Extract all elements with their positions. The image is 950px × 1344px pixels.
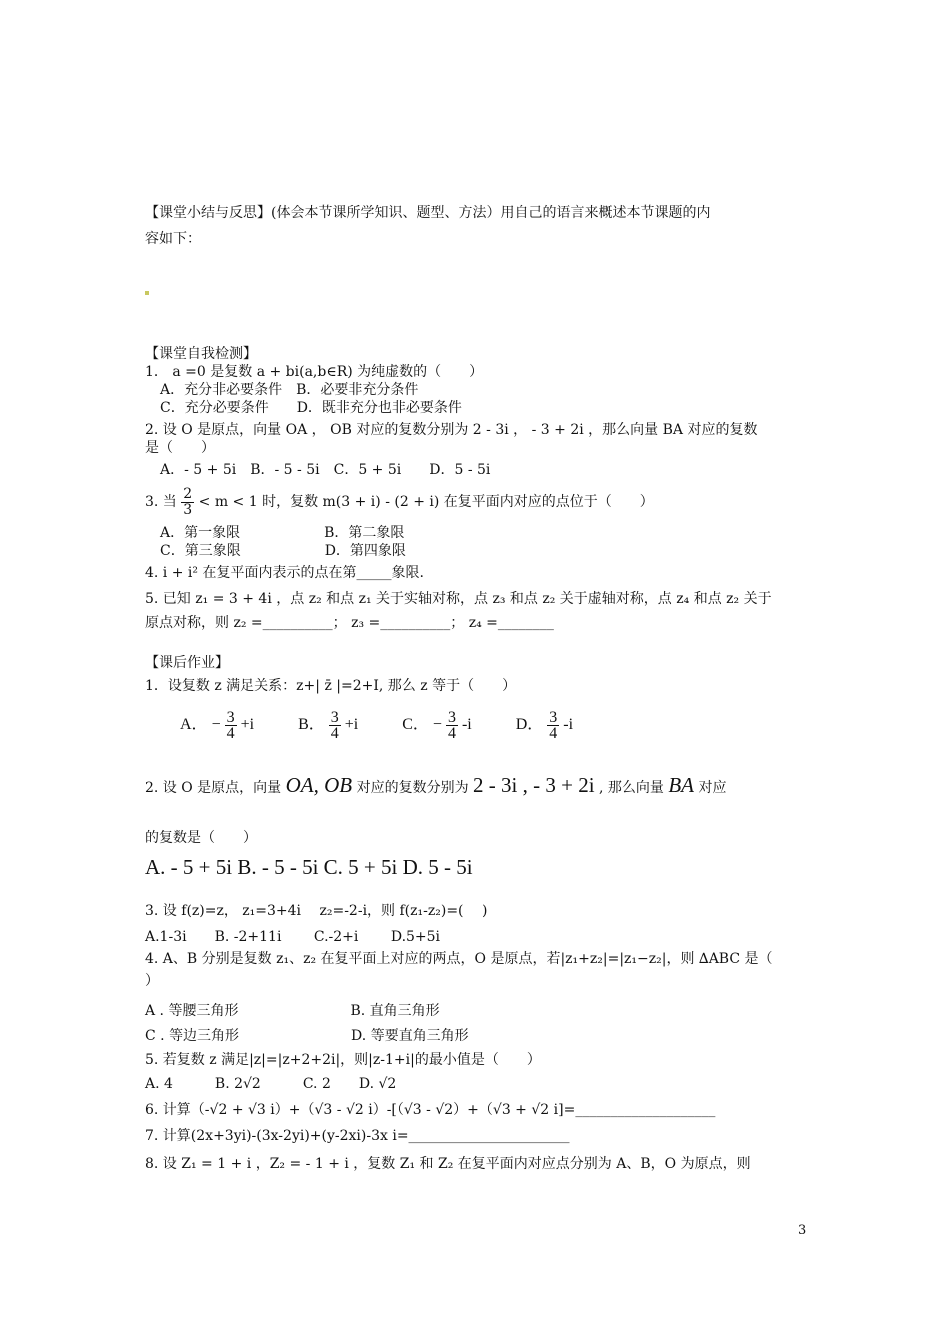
page-number: 3 (798, 1223, 807, 1238)
self-test-q5-line-2: 原点对称，则 z₂ =__________； z₃ =__________； z₄ =________ (145, 615, 554, 631)
q1-option-c-tail: -i (461, 716, 472, 733)
q1-b-denominator: 4 (330, 724, 339, 742)
homework-q3-options: A.1-3i B. -2+11i C.-2+i D.5+5i (145, 929, 441, 945)
q2-vector-ba: BA (668, 773, 695, 797)
summary-line-2: 容如下： (145, 231, 201, 247)
self-test-q4: 4. i + i² 在复平面内表示的点在第_____象限. (145, 565, 424, 581)
q2-post: , 那么向量 (599, 780, 664, 796)
q1-option-d-label: D． (515, 716, 544, 733)
summary-line-1: 【课堂小结与反思】(体会本节课所学知识、题型、方法）用自己的语言来概述本节课题的内 (145, 205, 711, 221)
q1-option-a-tail: +i (240, 716, 255, 733)
q2-prefix: 2. 设 O 是原点，向量 (145, 780, 282, 796)
q1-d-denominator: 4 (549, 724, 558, 742)
self-test-heading: 【课堂自我检测】 (145, 346, 257, 362)
q1-option-b-label: B． (298, 716, 325, 733)
self-test-q2-line-1: 2. 设 O 是原点，向量 OA ， OB 对应的复数分别为 2 - 3i ， - 3 + 2i ，那么向量 BA 对应的复数 (145, 422, 758, 438)
homework-q5: 5. 若复数 z 满足|z|=|z+2+2i|，则|z-1+i|的最小值是（ ） (145, 1052, 541, 1068)
q2-mid: 对应的复数分别为 (356, 780, 469, 796)
homework-q4-options-cd: C . 等边三角形 D. 等要直角三角形 (145, 1028, 469, 1044)
homework-q3: 3. 设 f(z)=z， z₁=3+4i z₂=-2-i，则 f(z₁-z₂)=( ) (145, 903, 488, 919)
homework-q6: 6. 计算（-√2 + √3 i）+（√3 - √2 i）-[（√3 - √2）+（√3 + √2 i]=____________________ (145, 1102, 716, 1118)
q2-end: 对应 (698, 780, 727, 796)
q1-a-numerator: 3 (226, 708, 235, 726)
self-test-q2-options: A．- 5 + 5i B．- 5 - 5i C．5 + 5i D．5 - 5i (160, 462, 491, 478)
stray-mark (145, 291, 149, 295)
self-test-q3-options-cd: C．第三象限 D．第四象限 (160, 543, 406, 559)
q1-option-c-fraction (446, 710, 458, 741)
self-test-q5-line-1: 5. 已知 z₁ = 3 + 4i ，点 z₂ 和点 z₁ 关于实轴对称，点 z₃ 和点 z₂ 关于虚轴对称，点 z₄ 和点 z₂ 关于 (145, 591, 772, 607)
q3-prefix: 3. 当 (145, 494, 177, 510)
q1-c-numerator: 3 (447, 708, 456, 726)
q1-option-c-label: C． (402, 716, 429, 733)
q1-option-b-tail: +i (344, 716, 359, 733)
q1-option-a-fraction (225, 710, 237, 741)
self-test-q3 (145, 486, 654, 518)
homework-q2-options: A. - 5 + 5i B. - 5 - 5i C. 5 + 5i D. 5 - 5i (145, 855, 473, 879)
self-test-q3-options-ab: A．第一象限 B．第二象限 (160, 525, 405, 541)
homework-q4-options-ab: A . 等腰三角形 B. 直角三角形 (145, 1003, 440, 1019)
homework-heading: 【课后作业】 (145, 655, 229, 671)
q1-a-denominator: 4 (226, 724, 235, 742)
q2-vectors: OA, OB (285, 773, 353, 797)
homework-q8: 8. 设 Z₁ = 1 + i ，Z₂ = - 1 + i ，复数 Z₁ 和 Z₂ 在复平面内对应点分别为 A、B，O 为原点，则 (145, 1156, 751, 1172)
homework-q4-line-2: ） (145, 973, 159, 989)
q1-option-c-sign: − (432, 716, 442, 733)
homework-q2-line-2: 的复数是（ ） (145, 830, 257, 846)
homework-q4-line-1: 4. A、B 分别是复数 z₁、z₂ 在复平面上对应的两点，O 是原点，若|z₁+z₂|=|z₁−z₂|，则 ∆ABC 是（ (145, 951, 773, 967)
q2-values: 2 - 3i , - 3 + 2i (473, 773, 595, 797)
q3-fraction-numerator: 2 (183, 485, 193, 502)
q1-option-b-fraction (329, 710, 341, 741)
homework-q5-options: A. 4 B. 2√2 C. 2 D. √2 (145, 1076, 397, 1092)
self-test-q1-options-cd: C．充分必要条件 D．既非充分也非必要条件 (160, 400, 462, 416)
q3-suffix: < m < 1 时，复数 m(3 + i) - (2 + i) 在复平面内对应的点位于（ ） (198, 494, 654, 510)
q1-b-numerator: 3 (330, 708, 339, 726)
homework-q7: 7. 计算(2x+3yi)-(3x-2yi)+(y-2xi)-3x i=_______________________ (145, 1128, 570, 1144)
self-test-q1: 1． a =0 是复数 a + bi(a,b∈R) 为纯虚数的（ ） (145, 364, 484, 380)
q1-d-numerator: 3 (549, 708, 558, 726)
q1-option-a-sign: − (211, 716, 221, 733)
q1-option-d-fraction (547, 710, 559, 741)
homework-q2-line-1 (145, 770, 726, 803)
homework-q1-options (180, 705, 573, 745)
homework-q1: 1．设复数 z 满足关系：z+| z̄ |=2+I, 那么 z 等于（ ） (145, 678, 517, 694)
q1-c-denominator: 4 (447, 724, 456, 742)
self-test-q1-options-ab: A．充分非必要条件 B．必要非充分条件 (160, 382, 419, 398)
q3-fraction (181, 487, 194, 518)
q1-option-a-label: A． (180, 716, 208, 733)
q1-option-d-tail: -i (563, 716, 574, 733)
self-test-q2-line-2: 是（ ） (145, 440, 215, 456)
q3-fraction-denominator: 3 (183, 501, 193, 518)
